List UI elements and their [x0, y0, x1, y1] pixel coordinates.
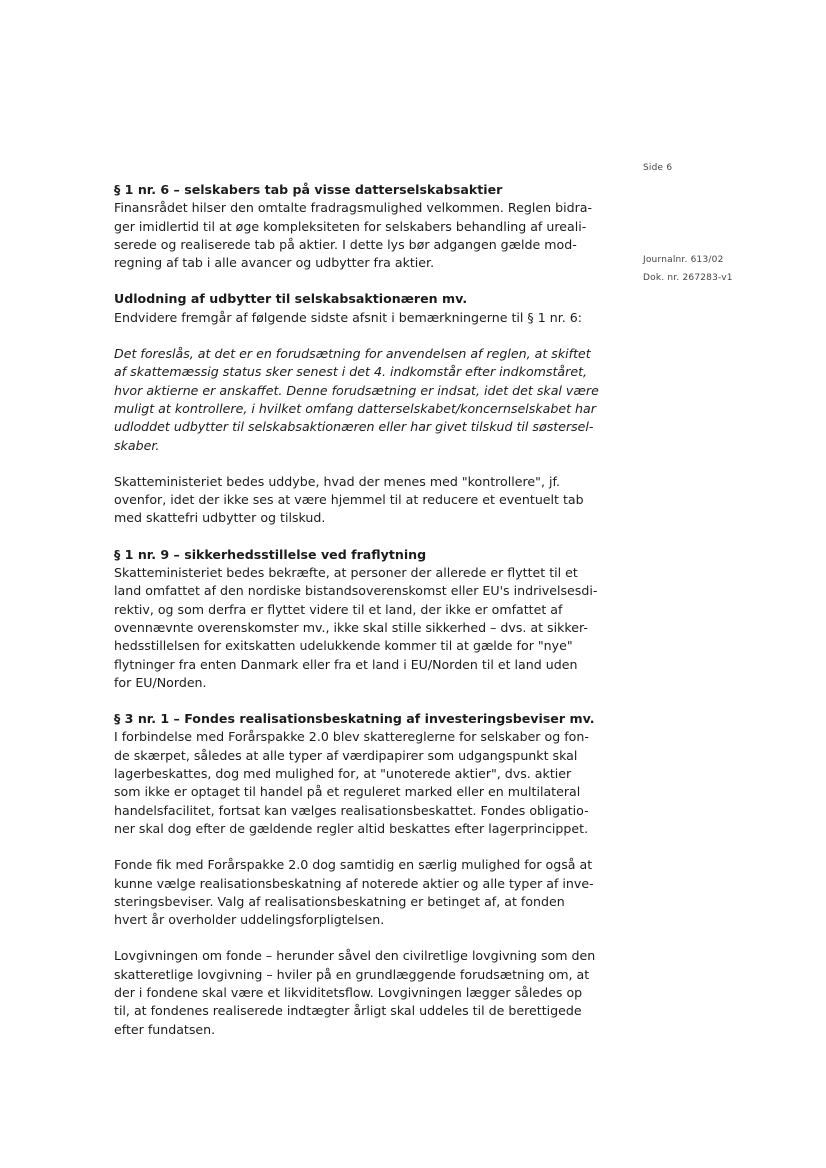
section-heading: § 3 nr. 1 – Fondes realisationsbeskatning af investeringsbeviser mv. — [114, 711, 595, 727]
journal-number: Journalnr. 613/02 — [643, 255, 724, 265]
paragraph — [114, 473, 604, 528]
section-gap — [114, 272, 604, 290]
text-line: ovenfor, idet der ikke ses at være hjemmel til at reducere et eventuelt tab — [114, 492, 584, 508]
text-line: ger imidlertid til at øge kompleksiteten for selskabers behandling af ureali- — [114, 218, 587, 234]
text-line: steringsbeviser. Valg af realisationsbeskatning er betinget af, at fonden — [114, 893, 565, 909]
text-line: muligt at kontrollere, i hvilket omfang datterselskabet/koncernselskabet har — [114, 400, 596, 416]
paragraph — [114, 199, 604, 272]
text-line: hvert år overholder uddelingsforpligtelsen. — [114, 912, 385, 928]
text-line: skatteretlige lovgivning – hviler på en grundlæggende forudsætning om, at — [114, 966, 590, 982]
text-line: lagerbeskattes, dog med mulighed for, at "unoterede aktier", dvs. aktier — [114, 766, 572, 782]
text-line: land omfattet af den nordiske bistandsoverenskomst eller EU's indrivelsesdi- — [114, 583, 598, 599]
quoted-paragraph — [114, 345, 604, 455]
section-heading: § 1 nr. 9 – sikkerhedsstillelse ved fraflytning — [114, 546, 427, 562]
paragraph — [114, 856, 604, 929]
text-line: Lovgivningen om fonde – herunder såvel den civilretlige lovgivning som den — [114, 948, 596, 964]
paragraph-gap — [114, 929, 604, 947]
paragraph-gap — [114, 838, 604, 856]
text-line: Finansrådet hilser den omtalte fradragsmulighed velkommen. Reglen bidra- — [114, 200, 593, 216]
text-line: regning af tab i alle avancer og udbytter fra aktier. — [114, 255, 435, 271]
text-line: til, at fondenes realiserede indtægter årligt skal uddeles til de berettigede — [114, 1003, 582, 1019]
text-line: ner skal dog efter de gældende regler altid beskattes efter lagerprincippet. — [114, 820, 589, 836]
paragraph — [114, 564, 604, 692]
text-line: Skatteministeriet bedes uddybe, hvad der menes med "kontrollere", jf. — [114, 473, 560, 489]
text-line: af skattemæssig status sker senest i det 4. indkomstår efter indkomståret, — [114, 364, 588, 380]
section-heading: § 1 nr. 6 – selskabers tab på visse datterselskabsaktier — [114, 182, 503, 197]
section-gap — [114, 692, 604, 710]
text-line: der i fondene skal være et likviditetsflow. Lovgivningen lægger således op — [114, 984, 583, 1000]
text-line: ovennævnte overenskomster mv., ikke skal stille sikkerhed – dvs. at sikker- — [114, 619, 588, 635]
text-line: kunne vælge realisationsbeskatning af noterede aktier og alle typer af inve- — [114, 875, 594, 891]
text-line: med skattefri udbytter og tilskud. — [114, 510, 326, 526]
text-line: for EU/Norden. — [114, 674, 207, 690]
page-number: Side 6 — [643, 163, 673, 173]
letter-body — [114, 181, 604, 1039]
text-line: hedsstillelsen for exitskatten udelukkende kommer til at gælde for "nye" — [114, 638, 573, 654]
paragraph — [114, 728, 604, 838]
text-line: rektiv, og som derfra er flyttet videre til et land, der ikke er omfattet af — [114, 601, 563, 617]
section-gap — [114, 528, 604, 546]
section-heading: Udlodning af udbytter til selskabsaktionæren mv. — [114, 291, 468, 307]
text-line: Det foreslås, at det er en forudsætning for anvendelsen af reglen, at skiftet — [114, 346, 591, 362]
text-line: Fonde fik med Forårspakke 2.0 dog samtidig en særlig mulighed for også at — [114, 857, 593, 873]
text-line: flytninger fra enten Danmark eller fra et land i EU/Norden til et land uden — [114, 656, 578, 672]
text-line: udloddet udbytter til selskabsaktionæren eller har givet tilskud til søstersel- — [114, 419, 594, 435]
paragraph-gap — [114, 455, 604, 473]
text-line: I forbindelse med Forårspakke 2.0 blev skattereglerne for selskaber og fon- — [114, 729, 589, 745]
text-line: Endvidere fremgår af følgende sidste afsnit i bemærkningerne til § 1 nr. 6: — [114, 309, 582, 325]
paragraph — [114, 947, 604, 1038]
paragraph-gap — [114, 327, 604, 345]
text-line: hvor aktierne er anskaffet. Denne forudsætning er indsat, idet det skal være — [114, 382, 599, 398]
text-line: de skærpet, således at alle typer af værdipapirer som udgangspunkt skal — [114, 747, 578, 763]
text-line: Skatteministeriet bedes bekræfte, at personer der allerede er flyttet til et — [114, 565, 578, 581]
text-line: efter fundatsen. — [114, 1021, 216, 1037]
text-line: serede og realiserede tab på aktier. I dette lys bør adgangen gælde mod- — [114, 236, 577, 252]
paragraph — [114, 309, 604, 327]
text-line: som ikke er optaget til handel på et reguleret marked eller en multilateral — [114, 784, 581, 800]
text-line: handelsfacilitet, fortsat kan vælges realisationsbeskattet. Fondes obligatio- — [114, 802, 589, 818]
text-line: skaber. — [114, 437, 160, 453]
document-number: Dok. nr. 267283-v1 — [643, 273, 733, 283]
